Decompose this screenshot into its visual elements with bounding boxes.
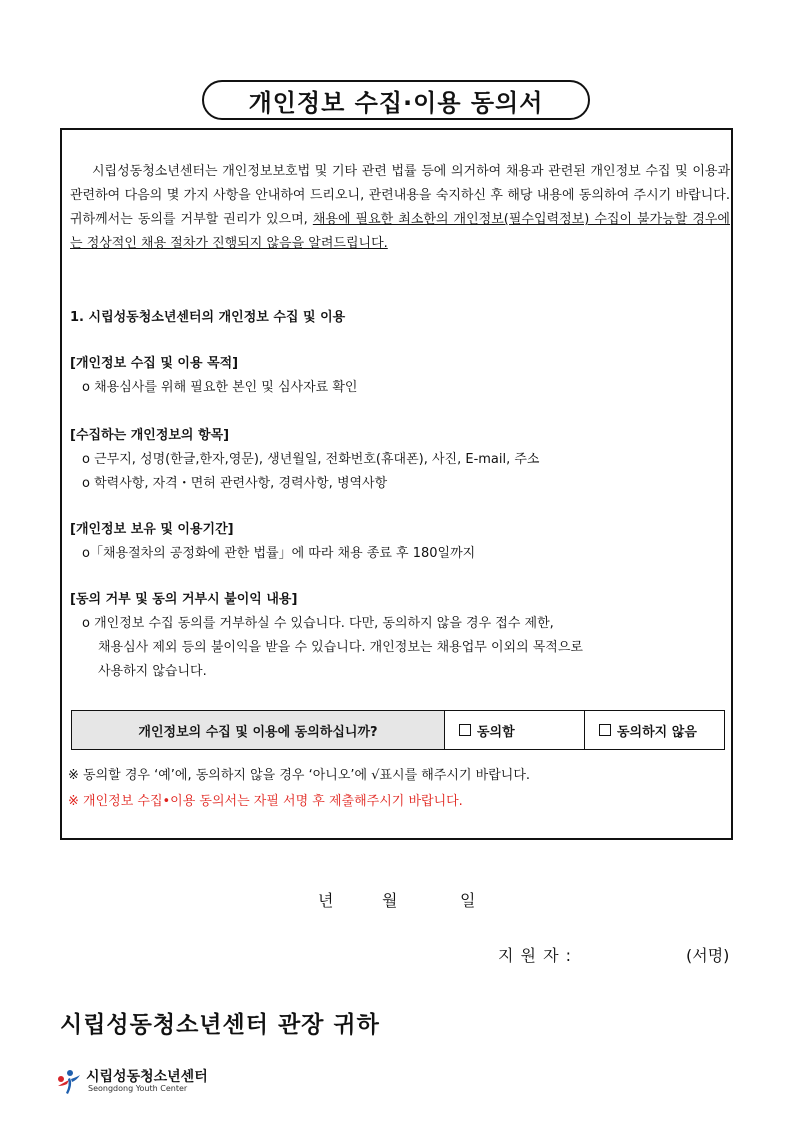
date-month: 월 [382,891,398,910]
addressee: 시립성동청소년센터 관장 귀하 [60,1012,380,1038]
collected-item: o 근무지, 성명(한글,한자,영문), 생년월일, 전화번호(휴대폰), 사진, E-mail, 주소 [82,452,540,467]
applicant-label: 지 원 자 : [498,946,573,965]
center-logo-icon [56,1068,82,1096]
refusal-heading: [동의 거부 및 동의 거부시 불이익 내용] [70,592,298,607]
collected-item: o 학력사항, 자격・면허 관련사항, 경력사항, 병역사항 [82,476,388,491]
signature-notice: ※ 개인정보 수집•이용 동의서는 자필 서명 후 제출해주시기 바랍니다. [68,794,463,809]
document-title: 개인정보 수집·이용 동의서 [202,80,590,120]
date-day: 일 [460,891,476,910]
consent-table [71,710,725,750]
collected-heading: [수집하는 개인정보의 항목] [70,428,230,443]
logo-name-kr: 시립성동청소년센터 [86,1069,208,1085]
signature-field[interactable]: (서명) [686,946,730,965]
checkbox-icon [599,724,611,736]
refusal-line: 채용심사 제외 등의 불이익을 받을 수 있습니다. 개인정보는 채용업무 이외의 목적으로 [98,640,583,655]
retention-heading: [개인정보 보유 및 이용기간] [70,522,234,537]
checkbox-icon [459,724,471,736]
retention-item: o「채용절차의 공정화에 관한 법률」에 따라 채용 종료 후 180일까지 [82,546,476,561]
intro-paragraph: 시립성동청소년센터는 개인정보보호법 및 기타 관련 법률 등에 의거하여 채용과 관련된 개인정보 수집 및 이용과 관련하여 다음의 몇 가지 사항을 안내하여 드리오니, 관련내용을 숙지하신 후 해당 내용에 동의하여 주시기 바랍니다. 귀하께서는 동의를 거부할 권리가 있으며, 채용에 필요한 최소한의 개인정보(필수입력정보) 수집이 불가능할 경우에는 정상적인 채용 절차가 진행되지 않음을 알려드립니다. [70,164,730,251]
agree-checkbox[interactable]: 동의함 [445,711,585,749]
consent-question: 개인정보의 수집 및 이용에 동의하십니까? [72,711,445,749]
center-logo [56,1068,208,1096]
intro-underlined-notice: 채용에 필요한 최소한의 개인정보(필수입력정보) 수집이 불가능할 경우에는 정상적인 채용 절차가 진행되지 않음을 알려드립니다. [70,212,730,251]
refusal-line: o 개인정보 수집 동의를 거부하실 수 있습니다. 다만, 동의하지 않을 경우 접수 제한, [82,616,554,631]
consent-form-frame [60,128,733,840]
refusal-line: 사용하지 않습니다. [98,664,207,679]
purpose-heading: [개인정보 수집 및 이용 목적] [70,356,239,371]
logo-name-en: Seongdong Youth Center [88,1084,188,1093]
check-instruction-note: ※ 동의할 경우 ‘예’에, 동의하지 않을 경우 ‘아니오’에 √표시를 해주시기 바랍니다. [68,768,531,783]
date-year: 년 [318,891,334,910]
purpose-item: o 채용심사를 위해 필요한 본인 및 심사자료 확인 [82,380,358,395]
disagree-checkbox[interactable]: 동의하지 않음 [585,711,724,749]
section-1-title: 1. 시립성동청소년센터의 개인정보 수집 및 이용 [70,310,346,325]
